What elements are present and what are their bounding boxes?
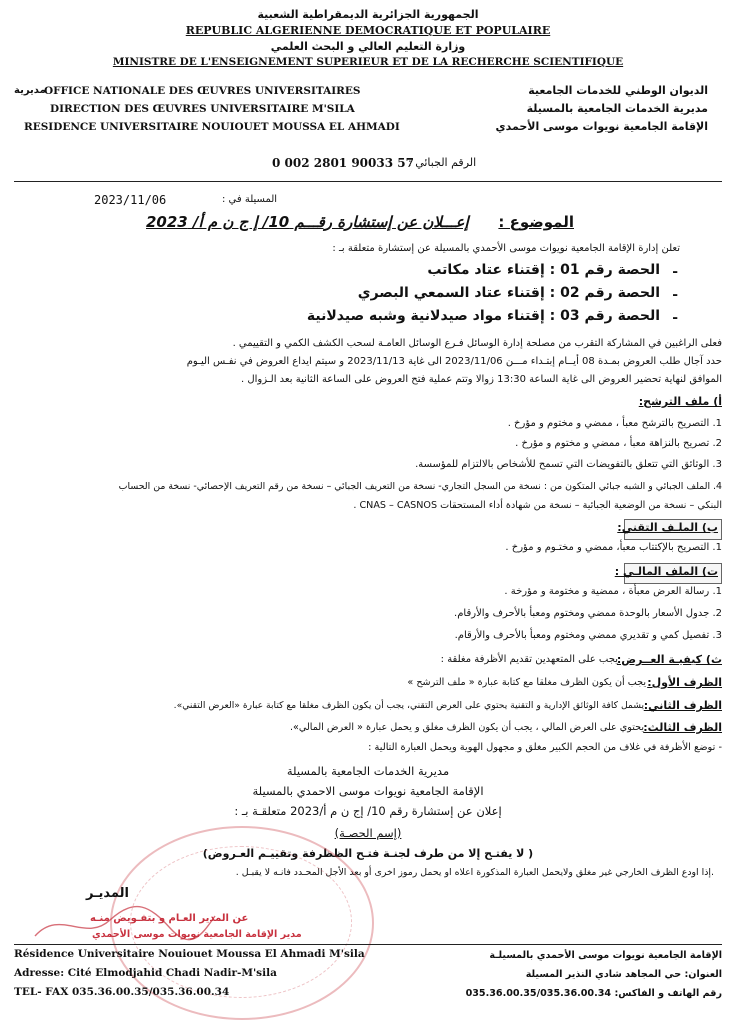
lot-3 — [307, 308, 660, 324]
footer-left-line-2: Adresse: Cité Elmodjahid Chadi Nadir-M'sila — [14, 967, 277, 979]
subject-label: الموضوع : — [498, 213, 574, 231]
envelope-3-label: الظرف الثالث: — [643, 721, 722, 734]
ministry-arabic: وزارة التعليم العالي و البحث العلمي — [270, 40, 466, 53]
footer-right-line-1: الإقامة الجامعية نويوات موسى الأحمدي بالمسيلـة — [489, 950, 722, 961]
tax-number: 0 002 2801 90033 57 — [272, 156, 414, 170]
lot-2-dash: - — [672, 287, 678, 303]
signature-scribble — [30, 898, 220, 948]
header-right-line-2: مديرية الخدمات الجامعية بالمسيلة — [526, 102, 708, 115]
section-a-item-3: 3. الوثائق التي تتعلق بالتفويضات التي تسمح للأشخاص بالالتزام للمؤسسة. — [415, 459, 722, 470]
lot-3-label: الحصة رقم 03 : — [549, 308, 660, 324]
warning-text: .إذا اودع الظرف الخارجي غير مغلق ولايحمل العبارة المذكورة اعلاه او يحمل رموز اخرى أو بعد الأجل المحـدد فانـه لا يقبـل . — [235, 867, 714, 878]
footer-right-line-3: رقم الهاتف و الفاكس: 035.36.00.35/035.36.00.34 — [465, 988, 722, 999]
section-th-title: ث) كيفيـة العــرض: — [616, 653, 722, 666]
header-left-line-2: DIRECTION DES ŒUVRES UNIVERSITAIRE M'SILA — [50, 103, 355, 115]
section-th-text: يجب على المتعهدين تقديم الأظرفة مغلقة : — [440, 654, 618, 665]
header-right-line-3: الإقامة الجامعية نويوات موسى الأحمدي — [495, 120, 708, 133]
paragraph-2: حدد آجال طلب العروض بمـدة 08 أيــام إبتـداء مـــن 2023/11/06 الى غاية 2023/11/13 و سيتم ايداع العروض في نفـس اليـوم — [186, 356, 722, 367]
stamp-line-1: عن المدير العـام و بتفـويض منـه — [90, 913, 249, 924]
label-line-5: ( لا يفتـح إلا من طرف لجنـة فتـح الظظرفة وتقييـم العـروض) — [202, 847, 534, 860]
section-a-item-2: 2. تصريح بالنزاهة معبأ ، ممضي و مختوم و مؤرخ . — [515, 438, 722, 449]
stamp-line-2: مدير الإقامة الجامعية نويوات موسى الأحمدي — [92, 929, 302, 940]
intro-text: تعلن إدارة الإقامة الجامعية نويوات موسى الأحمدي بالمسيلة عن إستشارة متعلقة بـ : — [332, 243, 680, 254]
label-line-2: الإقامة الجامعية نويوات موسى الاحمدي بالمسيلة — [252, 784, 484, 798]
lot-2-text: إقتناء عتاد السمعي البصري — [357, 285, 545, 301]
lot-1-label: الحصة رقم 01 : — [549, 262, 660, 278]
section-a-item-4: 4. الملف الجبائي و الشبه جبائي المتكون من : نسخة من السجل التجاري- نسخة من التعريف الجبائي – نسخة من رقم التعريف الإحصائي- نسخة من الحساب — [118, 481, 722, 492]
lot-1-dash: - — [672, 264, 678, 280]
section-a-continuation: البنكي – نسخة من الوضعية الجبائية – نسخة من شهادة أداء المستحقات CNAS – CASNOS . — [353, 500, 722, 511]
lot-3-dash: - — [672, 310, 678, 326]
section-t-item-2: 2. جدول الأسعار بالوحدة ممضي ومختوم ومعبأ بالأحرف والأرقام. — [454, 608, 722, 619]
ministry-french: MINISTRE DE L'ENSEIGNEMENT SUPERIEUR ET DE LA RECHERCHE SCIENTIFIQUE — [112, 56, 624, 68]
label-line-3: إعلان عن إستشارة رقم 10/ إج ن م أ/2023 متعلقـة بـ : — [234, 804, 502, 818]
date-value: 2023/11/06 — [94, 193, 167, 207]
tax-label: الرقم الجبائي : — [408, 156, 477, 169]
lot-1 — [427, 262, 660, 278]
envelope-3-text: يحتوي على العرض المالي ، يجب أن يكون الظرف مغلق و يحمل عبارة « العرض المالي». — [289, 722, 644, 733]
date-label: المسيلة في : — [222, 194, 278, 205]
section-b-item-1: 1. التصريح بالإكتتاب معبأ، ممضي و مختـوم و مؤرخ . — [505, 542, 722, 553]
placement-text: - توضع الأظرفة في غلاف من الحجم الكبير مغلق و مجهول الهوية ويحمل العبارة التالية : — [368, 742, 722, 753]
label-line-1: مديرية الخدمات الجامعية بالمسيلة — [286, 764, 450, 778]
footer-divider — [14, 944, 722, 945]
subject-title: إعـــلان عن إستشارة رقـــم 10/ إ ج ن م أ/ 2023 — [146, 213, 469, 231]
director-title: المديـر — [86, 886, 129, 901]
paragraph-1: فعلى الراغبين في المشاركة التقرب من مصلحة إدارة الوسائل فـرع الوسائل العامـة لسحب الكشف الكمي و التقييمي . — [232, 338, 722, 349]
section-t-item-1: 1. رسالة العرض معبأة ، ممضية و مختومة و مؤرخة . — [504, 586, 722, 597]
lot-2 — [358, 285, 660, 301]
header-right-line-1: الديوان الوطني للخدمات الجامعية — [528, 84, 708, 97]
header-divider — [14, 181, 722, 182]
republic-french: REPUBLIC ALGERIENNE DEMOCRATIQUE ET POPULAIRE — [185, 24, 551, 37]
section-t-title: ت) الملف المالـي : — [614, 565, 718, 578]
section-a-item-1: 1. التصريح بالترشح معبأ ، ممضي و مختوم و مؤرخ . — [507, 418, 722, 429]
republic-arabic: الجمهورية الجزائرية الديمقراطية الشعبية — [257, 8, 479, 21]
footer-left-line-1: Résidence Universitaire Nouiouet Moussa El Ahmadi M'sila — [14, 948, 365, 960]
envelope-1-label: الظرف الأول: — [647, 676, 722, 689]
header-left-suffix: مديرية — [14, 85, 46, 96]
paragraph-3: الموافق لنهاية تحضير العروض الى غاية الساعة 13:30 زوالا وتتم عملية فتح العروض على الساعة الثانية بعد الـزوال . — [241, 374, 722, 385]
lot-2-label: الحصة رقم 02 : — [549, 285, 660, 301]
envelope-2-text: يشمل كافة الوثائق الإدارية و التقنية يحتوي على العرض التقني، يجب أن يكون الظرف مغلقا مع كتابة عبارة «العرض التقني». — [173, 700, 644, 711]
header-left-line-1: OFFICE NATIONALE DES ŒUVRES UNIVERSITAIRES — [44, 85, 361, 97]
header-left-line-3: RESIDENCE UNIVERSITAIRE NOUIOUET MOUSSA EL AHMADI — [24, 121, 400, 133]
envelope-2-label: الظرف الثاني: — [643, 699, 722, 712]
label-line-4: (إسم الحصـة) — [334, 826, 402, 840]
envelope-1-text: يجب أن يكون الظرف مغلقا مع كتابة عبارة « ملف الترشح » — [407, 677, 646, 688]
section-t-item-3: 3. تفصيل كمي و تقديري ممضي ومختوم ومعبأ بالأحرف والأرقام. — [454, 630, 722, 641]
lot-3-text: إقتناء مواد صيدلانية وشبه صيدلانية — [306, 308, 545, 324]
section-a-title: أ) ملف الترشح: — [638, 395, 722, 408]
lot-1-text: إقتناء عتاد مكاتب — [427, 262, 545, 278]
footer-right-line-2: العنوان: حي المجاهد شادي النذير المسيلة — [525, 969, 722, 980]
footer-left-line-3: TEL- FAX 035.36.00.35/035.36.00.34 — [14, 986, 230, 998]
section-b-title: ب) الملـف التقني: — [617, 521, 718, 534]
